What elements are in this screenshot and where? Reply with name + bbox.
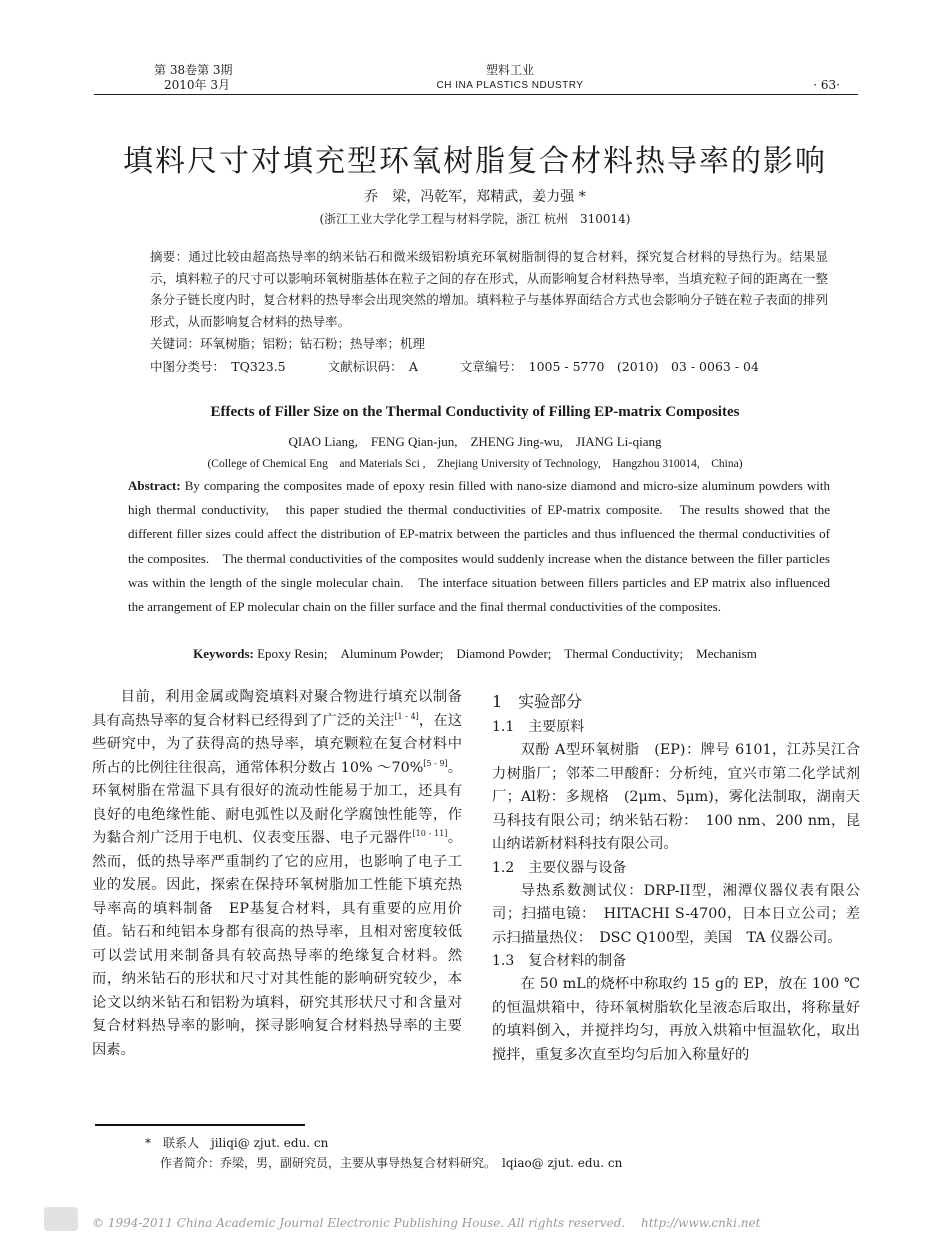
authors-en: QIAO Liang, FENG Qian-jun, ZHENG Jing-wu, JIANG Li-qiang xyxy=(288,434,662,449)
paper-title-en: Effects of Filler Size on the Thermal Conductivity of Filling EP-matrix Composites xyxy=(210,404,740,420)
affiliation-en: (College of Chemical Eng and Materials Sci , Zhejiang University of Technology, Hangzhou 310014, China) xyxy=(207,458,743,470)
introduction-paragraph xyxy=(92,686,462,1062)
subsection-heading: 1.3 复合材料的制备 xyxy=(492,953,627,969)
journal-issue-info xyxy=(154,63,233,93)
footnote-rule xyxy=(95,1124,305,1126)
journal-name-en: CH INA PLASTICS NDUSTRY xyxy=(436,80,584,91)
journal-name xyxy=(420,63,600,93)
article-number: 文章编号： 1005 - 5770 (2010) 03 - 0063 - 04 xyxy=(459,359,759,374)
materials-paragraph: 双酚 A型环氧树脂 (EP)：牌号 6101，江苏吴江合力树脂厂；邻苯二甲酸酐：分析纯，宜兴市第二化学试剂厂；Al粉：多规格 (2μm、5μm)，雾化法制取，湖南天马科技有限公司；纳米钻石粉： 100 nm、200 nm，昆山纳诺新材料科技有限公司。 xyxy=(492,742,860,852)
document-code: 文献标识码： A xyxy=(327,359,418,374)
copyright-notice: © 1994-2011 China Academic Journal Electronic Publishing House. All rights reserved. http://www.cnki.net xyxy=(92,1216,761,1230)
keywords-en-label: Keywords: xyxy=(193,646,254,661)
abstract-cn xyxy=(128,246,828,332)
subsection-heading: 1.2 主要仪器与设备 xyxy=(492,859,627,876)
volume-issue: 第 38卷第 3期 xyxy=(154,63,233,77)
keywords-en-text: Epoxy Resin; Aluminum Powder; Diamond Powder; Thermal Conductivity; Mechanism xyxy=(257,646,757,661)
journal-name-cn: 塑料工业 xyxy=(485,63,534,77)
citation-ref: [5 - 9] xyxy=(423,758,448,768)
classification-line xyxy=(150,357,797,375)
authors-cn: 乔 梁，冯乾军，郑精武，姜力强 * xyxy=(364,189,586,205)
citation-ref: [10 - 11] xyxy=(412,829,448,839)
abstract-en-text: By comparing the composites made of epoxy resin filled with nano-size diamond and micro-size aluminum powders with high thermal conductivity, this paper studied the thermal conductivities of EP-matrix composite. The results showed that the different filler sizes could affect the distribution of EP-matrix between the particles and thus influenced the thermal conductivities of the composites. The thermal conductivities of the composites would suddenly increase when the distance between the filler particles was within the length of the single molecular chain. The interface situation between fillers particles and EP matrix also influenced the arrangement of EP molecular chain on the filler surface and the final thermal conductivities of the composites. xyxy=(128,478,830,615)
abstract-cn-text: 摘要：通过比较由超高热导率的纳米钻石和微米级铝粉填充环氧树脂制得的复合材料，探究复合材料的导热行为。结果显示，填料粒子的尺寸可以影响环氧树脂基体在粒子之间的存在形式，从而影响复合材料热导率，当填充粒子间的距离在一整条分子链长度内时，复合材料的热导率会出现突然的增加。填料粒子与基体界面结合方式也会影响分子链在粒子表面的排列形式，从而影响复合材料的热导率。 xyxy=(150,249,828,329)
paper-title: 填料尺寸对填充型环氧树脂复合材料热导率的影响 xyxy=(123,144,827,179)
footnote-contact: * 联系人 jiliqi@ zjut. edu. cn xyxy=(145,1136,329,1150)
experimental-column xyxy=(492,690,860,1067)
intro-text-1: 目前，利用金属或陶瓷填料对聚合物进行填充以制备具有高热导率的复合材料已经得到了广泛的关注 xyxy=(92,689,462,729)
intro-text-3: 。环氧树脂在常温下具有很好的流动性能易于加工，还具有良好的电绝缘性能、耐电弧性以及耐化学腐蚀性能等，作为黏合剂广泛用于电机、仪表变压器、电子元器件 xyxy=(92,759,462,846)
citation-ref: [1 - 4] xyxy=(394,711,419,721)
section-heading: 1 实验部分 xyxy=(492,692,583,711)
issue-date: 2010年 3月 xyxy=(164,78,230,92)
page-number: · 63· xyxy=(813,78,840,92)
abstract-en xyxy=(128,474,830,619)
header-rule xyxy=(94,94,858,95)
subsection-heading: 1.1 主要原料 xyxy=(492,719,585,735)
intro-text-2: ，在这些研究中，为了获得高的热导率，填充颗粒在复合材料中所占的比例往往很高，通常体积分数占 10% ～70% xyxy=(92,712,463,776)
instruments-paragraph: 导热系数测试仪：DRP-II型，湘潭仪器仪表有限公司；扫描电镜： HITACHI S-4700，日本日立公司；差示扫描量热仪： DSC Q100型，美国 TA 仪器公司。 xyxy=(492,882,860,946)
footnote-author-bio: 作者简介：乔梁，男，副研究员，主要从事导热复合材料研究。 lqiao@ zjut. edu. cn xyxy=(160,1156,623,1170)
intro-text-4: 。然而，低的热导率严重制约了它的应用，也影响了电子工业的发展。因此，探索在保持环氧树脂加工性能下填充热导率高的填料制备 EP基复合材料，具有重要的应用价值。钻石和纯铝本身都有很高的热导率，且相对密度较低可以尝试用来制备具有较高热导率的绝缘复合材料。然而，纳米钻石的形状和尺寸对其性能的影响研究较少，本论文以纳米钻石和铝粉为填料，研究其形状尺寸和含量对复合材料热导率的影响，探寻影响复合材料热导率的主要因素。 xyxy=(92,830,463,1058)
affiliation-cn: (浙江工业大学化学工程与材料学院，浙江 杭州 310014) xyxy=(319,212,631,226)
keywords-cn: 关键词：环氧树脂；铝粉；钻石粉；热导率；机理 xyxy=(150,336,426,351)
abstract-en-label: Abstract: xyxy=(128,478,181,493)
preparation-paragraph: 在 50 mL的烧杯中称取约 15 g的 EP，放在 100 ℃的恒温烘箱中，待环氧树脂软化呈液态后取出，将称量好的填料倒入，并搅拌均匀，再放入烘箱中恒温软化，取出搅拌，重复多次直至均匀后加入称量好的 xyxy=(492,976,860,1063)
keywords-en xyxy=(0,643,950,662)
cnki-logo-icon xyxy=(44,1207,78,1231)
introduction-column xyxy=(92,686,462,1062)
clc-number: 中图分类号： TQ323.5 xyxy=(150,359,286,374)
